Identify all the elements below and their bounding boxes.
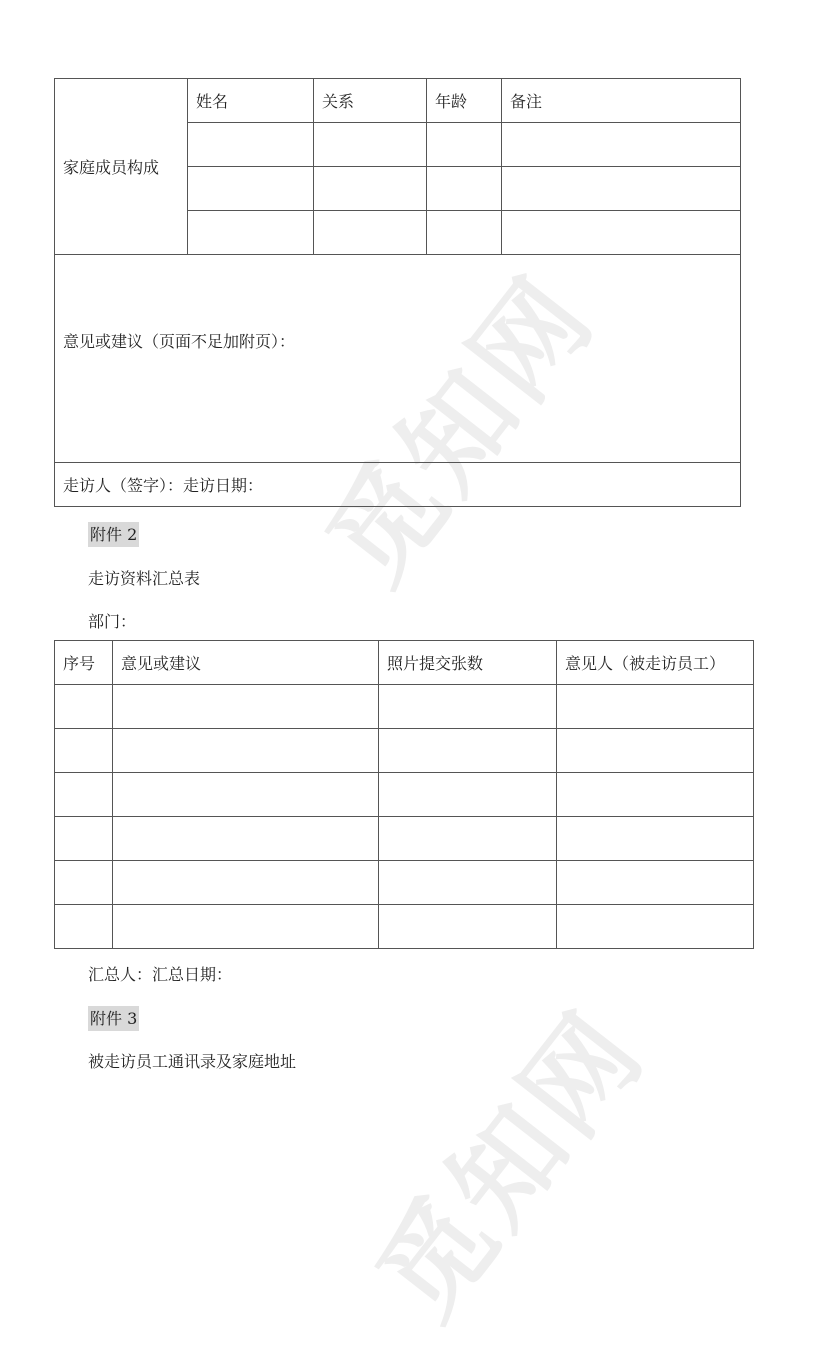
- table-cell[interactable]: [502, 211, 741, 255]
- header-photo-count: 照片提交张数: [379, 641, 557, 685]
- table-cell[interactable]: [379, 773, 557, 817]
- table-cell[interactable]: [557, 685, 754, 729]
- header-age: 年龄: [427, 79, 502, 123]
- signature-row: [55, 463, 741, 507]
- table-cell[interactable]: [502, 167, 741, 211]
- summary-header-row: [55, 641, 754, 685]
- table-row: [55, 685, 754, 729]
- table-cell[interactable]: [55, 773, 113, 817]
- table-cell[interactable]: [379, 685, 557, 729]
- header-name: 姓名: [188, 79, 314, 123]
- table-cell[interactable]: [557, 773, 754, 817]
- attachment3-label: 附件 3: [88, 1006, 139, 1031]
- table-cell[interactable]: [188, 123, 314, 167]
- table-cell[interactable]: [557, 817, 754, 861]
- table-cell[interactable]: [188, 167, 314, 211]
- table-cell[interactable]: [55, 817, 113, 861]
- department-label: 部门：: [88, 612, 137, 631]
- table-row: [55, 817, 754, 861]
- table-cell[interactable]: [502, 123, 741, 167]
- table-cell[interactable]: [113, 729, 379, 773]
- header-opinion: 意见或建议: [113, 641, 379, 685]
- attachment2-label: 附件 2: [88, 522, 139, 547]
- summary-label: 汇总人：汇总日期：: [88, 965, 233, 984]
- table-row: [55, 773, 754, 817]
- table-cell[interactable]: [379, 817, 557, 861]
- table-cell[interactable]: [113, 817, 379, 861]
- header-remark: 备注: [502, 79, 741, 123]
- watermark-upper: 觅知网: [303, 253, 619, 607]
- table-cell[interactable]: [113, 773, 379, 817]
- attachment3-label-line: [88, 1006, 139, 1029]
- family-row-label: 家庭成员构成: [55, 79, 188, 255]
- table-cell[interactable]: [188, 211, 314, 255]
- opinion-row: [55, 255, 741, 463]
- table-cell[interactable]: [55, 861, 113, 905]
- opinion-label: 意见或建议（页面不足加附页）：: [63, 332, 296, 351]
- table-cell[interactable]: [427, 123, 502, 167]
- attachment3-title: 被走访员工通讯录及家庭地址: [88, 1052, 297, 1071]
- table-row: [55, 861, 754, 905]
- table-cell[interactable]: [113, 685, 379, 729]
- table-cell[interactable]: [557, 729, 754, 773]
- family-members-table: [54, 78, 741, 507]
- table-cell[interactable]: [55, 905, 113, 949]
- table-cell[interactable]: [379, 729, 557, 773]
- table-cell[interactable]: [314, 167, 427, 211]
- watermark-lower: 觅知网: [353, 988, 669, 1342]
- table-cell[interactable]: [557, 905, 754, 949]
- table-cell[interactable]: [113, 905, 379, 949]
- table-cell[interactable]: [557, 861, 754, 905]
- table-cell[interactable]: [427, 211, 502, 255]
- table-cell[interactable]: [55, 685, 113, 729]
- table-cell[interactable]: [113, 861, 379, 905]
- table-cell[interactable]: [379, 861, 557, 905]
- header-opinion-giver: 意见人（被走访员工）: [557, 641, 754, 685]
- opinion-cell[interactable]: [55, 255, 741, 463]
- table-cell[interactable]: [314, 211, 427, 255]
- table-row: [55, 729, 754, 773]
- attachment2-label-line: [88, 522, 139, 545]
- table-cell[interactable]: [379, 905, 557, 949]
- header-relation: 关系: [314, 79, 427, 123]
- header-index: 序号: [55, 641, 113, 685]
- summary-table: [54, 640, 754, 949]
- table-row: [55, 905, 754, 949]
- attachment2-title: 走访资料汇总表: [88, 569, 201, 588]
- family-header-row: [55, 79, 741, 123]
- table-cell[interactable]: [427, 167, 502, 211]
- table-cell[interactable]: [314, 123, 427, 167]
- signature-label[interactable]: 走访人（签字）：走访日期：: [55, 463, 741, 507]
- table-cell[interactable]: [55, 729, 113, 773]
